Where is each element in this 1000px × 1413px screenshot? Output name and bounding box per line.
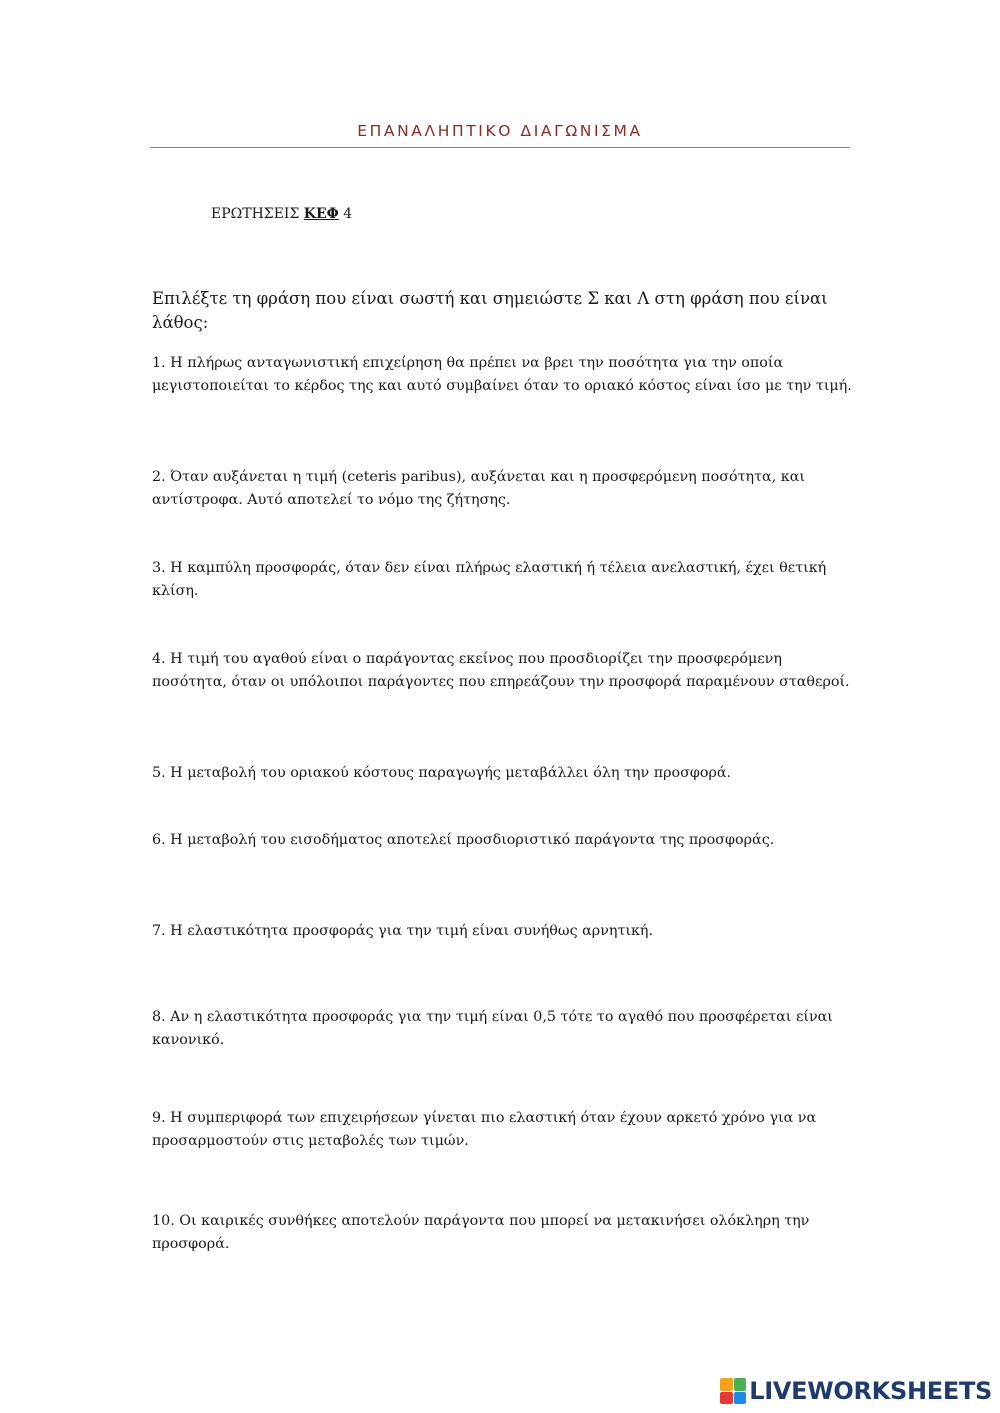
liveworksheets-watermark <box>720 1377 992 1405</box>
question-3: 3. Η καμπύλη προσφοράς, όταν δεν είναι πλήρως ελαστική ή τέλεια ανελαστική, έχει θετική κλίση. <box>152 560 827 599</box>
question-9: 9. Η συμπεριφορά των επιχειρήσεων γίνεται πιο ελαστική όταν έχουν αρκετό χρόνο για να προσαρμοστούν στις μεταβολές των τιμών. <box>152 1110 817 1149</box>
logo-square <box>734 1378 747 1391</box>
chapter-heading-prefix: ΕΡΩΤΗΣΕΙΣ <box>211 206 300 222</box>
chapter-heading <box>211 206 352 222</box>
document-title: ΕΠΑΝΑΛΗΠΤΙΚΟ ΔΙΑΓΩΝΙΣΜΑ <box>357 122 643 140</box>
question-6: 6. Η μεταβολή του εισοδήματος αποτελεί προσδιοριστικό παράγοντα της προσφοράς. <box>152 832 775 848</box>
question-4: 4. Η τιμή του αγαθού είναι ο παράγοντας εκείνος που προσδιορίζει την προσφερόμενη ποσότητα, όταν οι υπόλοιποι παράγοντες που επηρεάζουν την προσφορά παραμένουν σταθεροί. <box>152 651 850 690</box>
title-divider <box>150 147 850 148</box>
question-10: 10. Οι καιρικές συνθήκες αποτελούν παράγοντα που μπορεί να μετακινήσει ολόκληρη την προσφορά. <box>152 1213 810 1252</box>
liveworksheets-logo-icon <box>720 1378 746 1404</box>
watermark-text: LIVEWORKSHEETS <box>749 1377 992 1405</box>
question-8: 8. Αν η ελαστικότητα προσφοράς για την τιμή είναι 0,5 τότε το αγαθό που προσφέρεται είναι κανονικό. <box>152 1009 833 1048</box>
logo-square <box>734 1392 747 1405</box>
chapter-heading-number: 4 <box>343 206 353 222</box>
question-5: 5. Η μεταβολή του οριακού κόστους παραγωγής μεταβάλλει όλη την προσφορά. <box>152 765 732 781</box>
chapter-heading-kef: ΚΕΦ <box>303 206 339 222</box>
question-1: 1. Η πλήρως ανταγωνιστική επιχείρηση θα πρέπει να βρει την ποσότητα για την οποία μεγιστοποιείται το κέρδος της και αυτό συμβαίνει όταν το οριακό κόστος είναι ίσο με την τιμή. <box>152 355 852 394</box>
instruction-text: Επιλέξτε τη φράση που είναι σωστή και σημειώστε Σ και Λ στη φράση που είναι λάθος: <box>152 289 828 332</box>
question-2: 2. Όταν αυξάνεται η τιμή (ceteris paribus), αυξάνεται και η προσφερόμενη ποσότητα, και αντίστροφα. Αυτό αποτελεί το νόμο της ζήτησης. <box>152 469 805 508</box>
question-7: 7. Η ελαστικότητα προσφοράς για την τιμή είναι συνήθως αρνητική. <box>152 923 654 939</box>
logo-square <box>720 1392 733 1405</box>
logo-square <box>720 1378 733 1391</box>
